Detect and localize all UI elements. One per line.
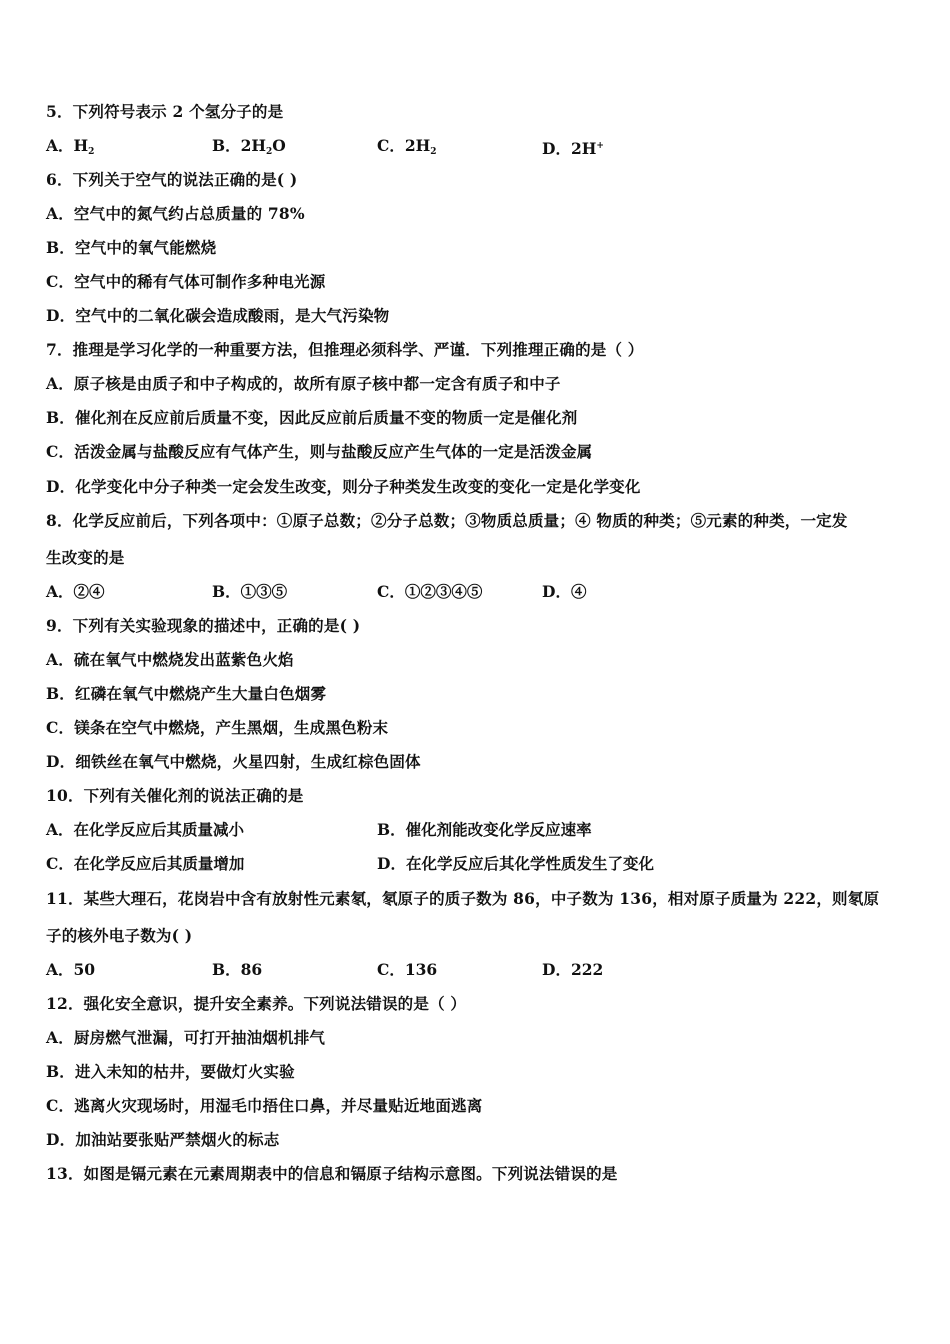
question-5-stem: 5．下列符号表示 2 个氢分子的是	[46, 102, 284, 121]
question-11-option-a: A．50	[46, 960, 96, 979]
question-11-stem-line1: 11．某些大理石，花岗岩中含有放射性元素氡，氡原子的质子数为 86，中子数为 136，相对原子质量为 222，则氡原	[46, 889, 880, 908]
question-12-option-d: D．加油站要张贴严禁烟火的标志	[46, 1130, 280, 1149]
question-7-option-a: A．原子核是由质子和中子构成的，故所有原子核中都一定含有质子和中子	[46, 374, 561, 393]
question-8-stem-line2: 生改变的是	[46, 548, 125, 567]
question-12-option-c: C．逃离火灾现场时，用湿毛巾捂住口鼻，并尽量贴近地面逃离	[46, 1096, 483, 1115]
question-10-option-b: B．催化剂能改变化学反应速率	[377, 820, 592, 839]
question-11-option-c: C．136	[377, 960, 438, 979]
question-9-option-a: A．硫在氧气中燃烧发出蓝紫色火焰	[46, 650, 294, 669]
question-6-option-b: B．空气中的氧气能燃烧	[46, 238, 217, 257]
question-9-option-d: D．细铁丝在氧气中燃烧，火星四射，生成红棕色固体	[46, 752, 421, 771]
question-7-option-c: C．活泼金属与盐酸反应有气体产生，则与盐酸反应产生气体的一定是活泼金属	[46, 442, 593, 461]
question-6-stem: 6．下列关于空气的说法正确的是( )	[46, 170, 298, 189]
question-8-option-a: A．②④	[46, 582, 105, 601]
question-7-option-d: D．化学变化中分子种类一定会发生改变，则分子种类发生改变的变化一定是化学变化	[46, 477, 641, 496]
question-5-option-c: C．$2H_2$	[377, 136, 437, 157]
question-6-option-c: C．空气中的稀有气体可制作多种电光源	[46, 272, 326, 291]
question-8-option-c: C．①②③④⑤	[377, 582, 483, 601]
question-5-option-b: B．$2H_2O$	[212, 136, 286, 157]
question-7-option-b: B．催化剂在反应前后质量不变，因此反应前后质量不变的物质一定是催化剂	[46, 408, 578, 427]
question-9-option-b: B．红磷在氧气中燃烧产生大量白色烟雾	[46, 684, 327, 703]
question-6-option-d: D．空气中的二氧化碳会造成酸雨，是大气污染物	[46, 306, 390, 325]
question-10-stem: 10．下列有关催化剂的说法正确的是	[46, 786, 304, 805]
question-11-option-b: B．86	[212, 960, 263, 979]
question-13-stem: 13．如图是镉元素在元素周期表中的信息和镉原子结构示意图。下列说法错误的是	[46, 1164, 618, 1183]
question-8-option-b: B．①③⑤	[212, 582, 288, 601]
question-12-option-a: A．厨房燃气泄漏，可打开抽油烟机排气	[46, 1028, 326, 1047]
question-10-option-a: A．在化学反应后其质量减小	[46, 820, 245, 839]
question-10-option-c: C．在化学反应后其质量增加	[46, 854, 245, 873]
question-10-option-d: D．在化学反应后其化学性质发生了变化	[377, 854, 654, 873]
question-9-option-c: C．镁条在空气中燃烧，产生黑烟，生成黑色粉末	[46, 718, 389, 737]
question-11-stem-line2: 子的核外电子数为( )	[46, 926, 193, 945]
question-11-option-d: D．222	[542, 960, 604, 979]
question-6-option-a: A．空气中的氮气约占总质量的 78%	[46, 204, 305, 223]
question-5-option-a: A．$H_2$	[46, 136, 95, 157]
question-8-option-d: D．④	[542, 582, 587, 601]
question-12-stem: 12．强化安全意识，提升安全素养。下列说法错误的是（ ）	[46, 994, 467, 1013]
question-8-stem-line1: 8．化学反应前后，下列各项中：①原子总数；②分子总数；③物质总质量；④ 物质的种类；⑤元素的种类，一定发	[46, 511, 848, 530]
question-9-stem: 9．下列有关实验现象的描述中，正确的是( )	[46, 616, 361, 635]
question-12-option-b: B．进入未知的枯井，要做灯火实验	[46, 1062, 295, 1081]
question-7-stem: 7．推理是学习化学的一种重要方法，但推理必须科学、严谨．下列推理正确的是（ ）	[46, 340, 644, 359]
question-5-option-d: D．2H+	[542, 139, 604, 158]
